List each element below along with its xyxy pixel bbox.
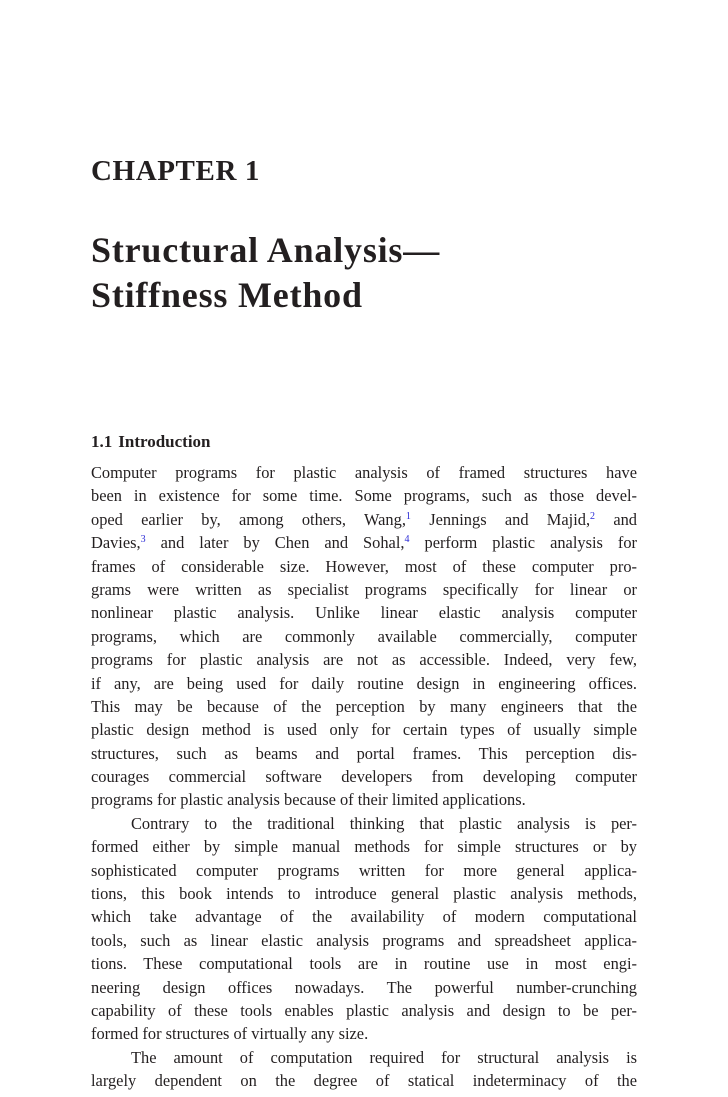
body-line: been in existence for some time. Some programs, such as those devel- [91,486,637,506]
body-line [91,508,637,531]
chapter-label: CHAPTER 1 [91,155,260,187]
body-line: plastic design method is used only for certain types of usually simple [91,720,637,740]
body-line: tions. These computational tools are in routine use in most engi- [91,954,637,974]
body-line [91,531,637,554]
body-line: programs, which are commonly available commercially, computer [91,626,637,646]
body-text-segment: and [595,509,637,529]
reference-link[interactable]: 2 [590,510,596,522]
chapter-title-line: Stiffness Method [91,275,363,315]
body-line: Contrary to the traditional thinking that plastic analysis is per- [131,813,637,833]
body-line: tools, such as linear elastic analysis programs and spreadsheet applica- [91,930,637,950]
chapter-title-line: Structural Analysis— [91,230,441,270]
body-line: capability of these tools enables plastic analysis and design to be per- [91,1000,637,1020]
section-title: Introduction [118,432,211,451]
body-line: This may be because of the perception by many engineers that the [91,696,637,716]
body-text [91,461,637,1093]
body-text-segment: perform plastic analysis for [409,533,637,553]
body-text-segment: and later by Chen and Sohal, [145,533,405,553]
body-line: grams were written as specialist programs specifically for linear or [91,579,637,599]
body-text-segment: Jennings and Majid, [410,509,591,529]
body-text-segment: Davies, [91,533,141,553]
body-line: which take advantage of the availability of modern computational [91,907,637,927]
body-line: sophisticated computer programs written for more general applica- [91,860,637,880]
body-line: structures, such as beams and portal frames. This perception dis- [91,743,637,763]
section-heading [91,431,211,453]
body-line: nonlinear plastic analysis. Unlike linear elastic analysis computer [91,603,637,623]
reference-link[interactable]: 1 [405,510,411,522]
body-line: largely dependent on the degree of statical indeterminacy of the [91,1071,637,1091]
body-text-segment: oped earlier by, among others, Wang, [91,509,406,529]
body-line: frames of considerable size. However, most of these computer pro- [91,556,637,576]
body-line: neering design offices nowadays. The powerful number-crunching [91,977,637,997]
body-line: Computer programs for plastic analysis of framed structures have [91,463,637,482]
body-line: formed either by simple manual methods for simple structures or by [91,837,637,857]
reference-link[interactable]: 3 [140,534,146,546]
body-line: programs for plastic analysis are not as accessible. Indeed, very few, [91,650,637,670]
body-line: tions, this book intends to introduce general plastic analysis methods, [91,884,637,904]
section-number: 1.1 [91,432,113,451]
body-line: formed for structures of virtually any size. [91,1024,369,1044]
body-line: The amount of computation required for structural analysis is [131,1047,637,1067]
body-line: courages commercial software developers from developing computer [91,767,637,787]
body-line: if any, are being used for daily routine design in engineering offices. [91,673,637,693]
body-line: programs for plastic analysis because of their limited applications. [91,790,526,810]
chapter-title [91,228,440,318]
reference-link[interactable]: 4 [404,534,410,546]
